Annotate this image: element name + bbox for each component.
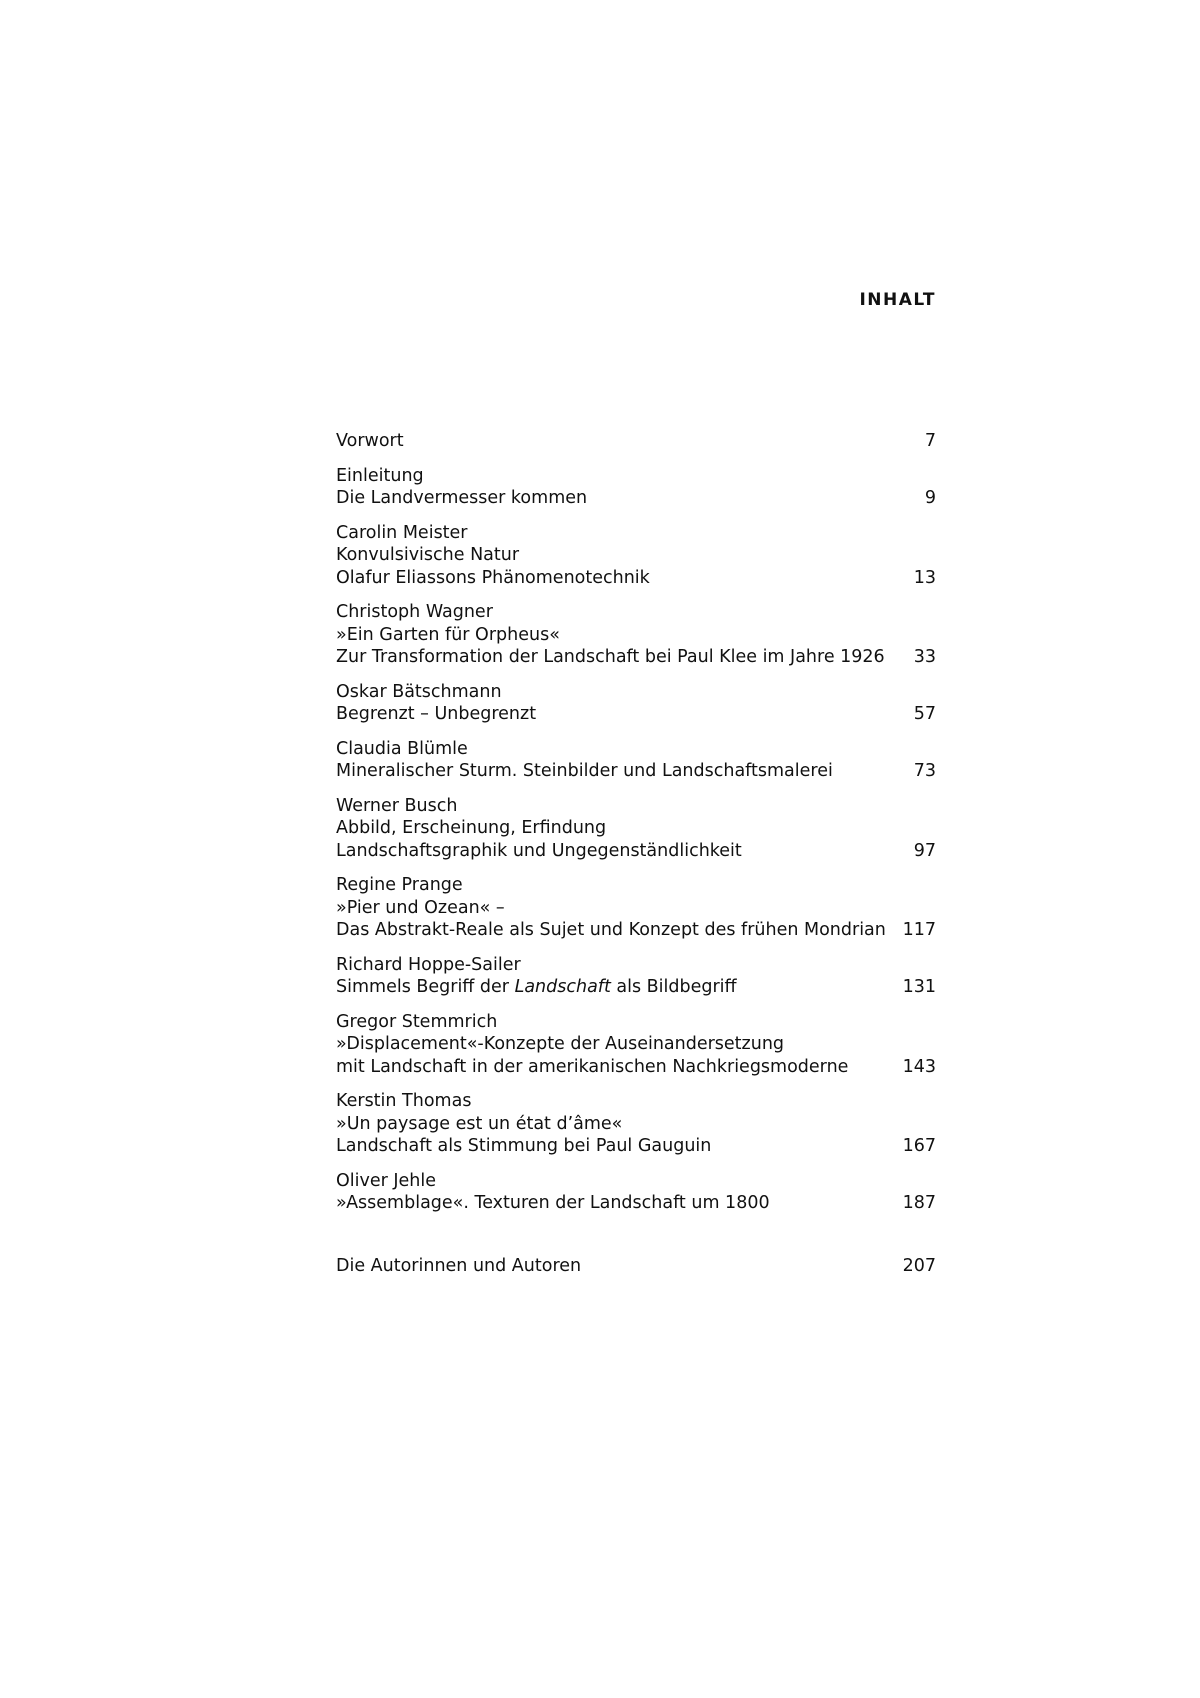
entry-author: Oliver Jehle [336, 1170, 437, 1191]
page-number: 9 [924, 488, 936, 508]
entry-author: Christoph Wagner [336, 602, 493, 622]
entry-lines [336, 1170, 887, 1215]
toc-entry-baetschmann[interactable] [336, 681, 936, 726]
toc-entry-thomas[interactable] [336, 1090, 936, 1158]
entry-lines [336, 681, 898, 726]
page-number: 97 [913, 840, 936, 861]
entry-author: Regine Prange [336, 875, 463, 895]
entry-author: Carolin Meister [336, 522, 468, 543]
table-of-contents [336, 430, 936, 1289]
entry-lines [336, 1011, 887, 1079]
page-number: 73 [913, 761, 936, 781]
toc-entry-stemmrich[interactable] [336, 1011, 936, 1079]
page-number: 131 [902, 977, 936, 997]
entry-title: Konvulsivische Natur [336, 545, 520, 565]
entry-subtitle: Landschaft als Stimmung bei Paul Gauguin [336, 1136, 712, 1156]
entry-lines [336, 874, 887, 942]
entry-author: Einleitung [336, 465, 424, 486]
entry-lines [336, 795, 898, 863]
entry-title: »Ein Garten für Orpheus« [336, 624, 560, 645]
page-number: 7 [924, 431, 936, 451]
entry-title: »Assemblage«. Texturen der Landschaft um 1800 [336, 1193, 770, 1213]
toc-entry-autoren[interactable] [336, 1255, 936, 1278]
toc-entry-wagner[interactable] [336, 601, 936, 669]
entry-author: Claudia Blümle [336, 738, 468, 759]
entry-title [336, 976, 887, 999]
entry-title: »Un paysage est un état d’âme« [336, 1113, 623, 1134]
entry-title: Begrenzt – Unbegrenzt [336, 704, 537, 724]
page-number: 117 [902, 920, 936, 940]
toc-entry-vorwort[interactable] [336, 430, 936, 453]
toc-entry-jehle[interactable] [336, 1170, 936, 1215]
page-number: 207 [902, 1255, 936, 1276]
entry-title: »Displacement«-Konzepte der Auseinandersetzung [336, 1034, 785, 1054]
toc-entry-einleitung[interactable] [336, 465, 936, 510]
page-number: 13 [913, 567, 936, 588]
entry-title: Die Landvermesser kommen [336, 488, 588, 508]
page-number: 143 [902, 1056, 936, 1077]
entry-subtitle: mit Landschaft in der amerikanischen Nachkriegsmoderne [336, 1056, 849, 1077]
entry-lines [336, 954, 887, 999]
entry-subtitle: Landschaftsgraphik und Ungegenständlichkeit [336, 840, 742, 861]
page-number: 167 [902, 1136, 936, 1156]
toc-entry-hoppe-sailer[interactable] [336, 954, 936, 999]
toc-entry-prange[interactable] [336, 874, 936, 942]
entry-subtitle: Olafur Eliassons Phänomenotechnik [336, 567, 650, 588]
title-italic: Landschaft [514, 977, 611, 997]
entry-lines [336, 465, 909, 510]
entry-title: Abbild, Erscheinung, Erfindung [336, 818, 607, 838]
title-post: als Bildbegriff [610, 977, 737, 997]
entry-author: Oskar Bätschmann [336, 681, 502, 702]
toc-entry-busch[interactable] [336, 795, 936, 863]
entry-author: Gregor Stemmrich [336, 1011, 498, 1032]
title-pre: Simmels Begriff der [336, 977, 515, 997]
entry-author: Werner Busch [336, 795, 458, 816]
entry-author: Kerstin Thomas [336, 1091, 472, 1111]
toc-heading: INHALT [859, 290, 936, 310]
entry-lines [336, 522, 898, 590]
entry-title: »Pier und Ozean« – [336, 897, 505, 918]
entry-lines [336, 1255, 887, 1278]
toc-entry-meister[interactable] [336, 522, 936, 590]
entry-lines [336, 430, 909, 453]
page-number: 57 [913, 704, 936, 724]
page-number: 33 [913, 647, 936, 667]
entry-subtitle: Zur Transformation der Landschaft bei Paul Klee im Jahre 1926 [336, 647, 885, 667]
entry-author: Richard Hoppe-Sailer [336, 954, 521, 975]
entry-lines [336, 601, 898, 669]
entry-lines [336, 738, 898, 783]
toc-entry-bluemle[interactable] [336, 738, 936, 783]
entry-subtitle: Das Abstrakt-Reale als Sujet und Konzept des frühen Mondrian [336, 920, 886, 940]
entry-title: Vorwort [336, 431, 404, 451]
entry-title: Mineralischer Sturm. Steinbilder und Landschaftsmalerei [336, 761, 833, 781]
entry-lines [336, 1090, 887, 1158]
page-number: 187 [902, 1193, 936, 1213]
entry-title: Die Autorinnen und Autoren [336, 1255, 582, 1276]
